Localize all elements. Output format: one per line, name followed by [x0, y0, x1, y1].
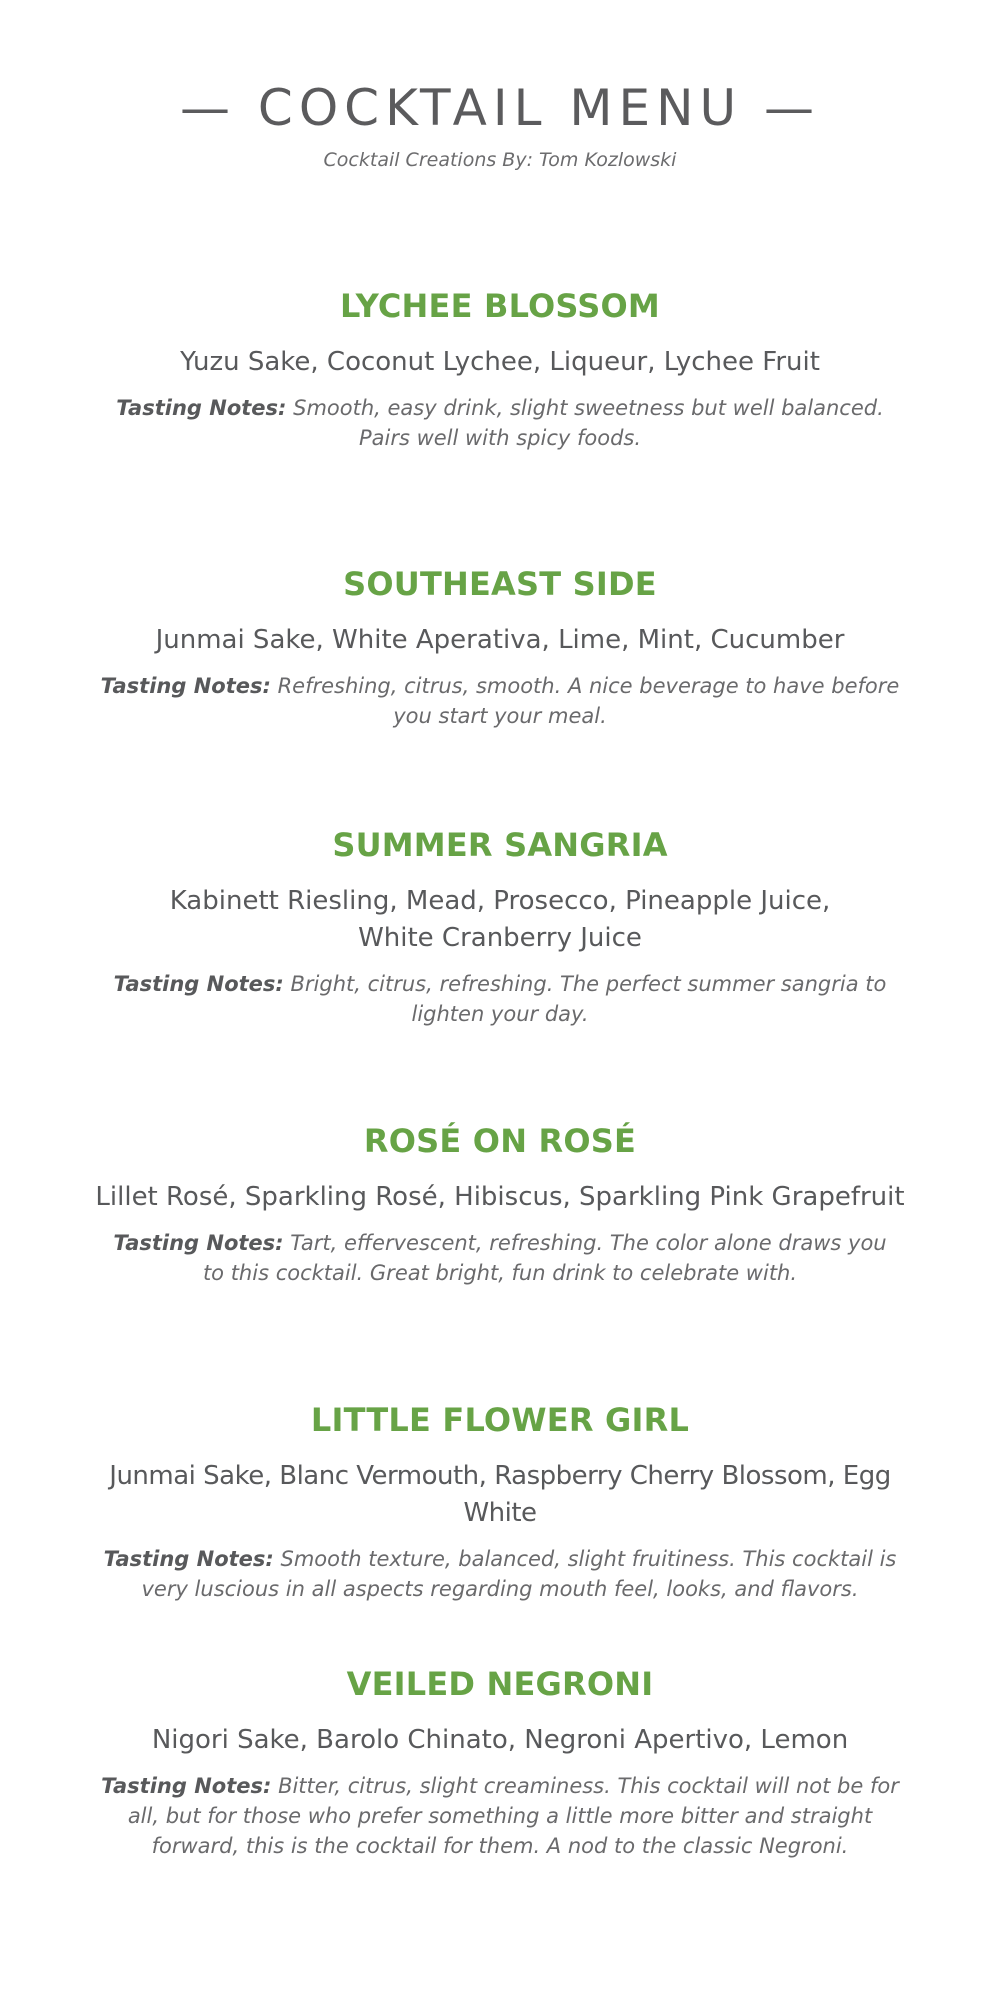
tasting-notes-text: Smooth, easy drink, slight sweetness but well balanced. Pairs well with spicy foods. — [293, 396, 884, 450]
tasting-notes — [90, 969, 910, 1029]
tasting-notes-label: Tasting Notes: — [101, 1774, 272, 1798]
menu-title: — COCKTAIL MENU — — [180, 79, 820, 137]
drink-ingredients: Junmai Sake, Blanc Vermouth, Raspberry Cherry Blossom, Egg White — [109, 1461, 891, 1528]
drink-name: SUMMER SANGRIA — [332, 826, 668, 864]
drink-ingredients: Nigori Sake, Barolo Chinato, Negroni Apertivo, Lemon — [151, 1725, 849, 1755]
drink-veiled-negroni — [90, 1664, 910, 1861]
drink-ingredients: Lillet Rosé, Sparkling Rosé, Hibiscus, Sparkling Pink Grapefruit — [95, 1182, 905, 1212]
tasting-notes-label: Tasting Notes: — [116, 396, 287, 420]
drink-name: SOUTHEAST SIDE — [343, 565, 657, 603]
tasting-notes-text: Bitter, citrus, slight creaminess. This cocktail will not be for all, but for those who prefer something a little more bitter and straight forward, this is the cocktail for them. A nod to the classic Negroni. — [127, 1774, 899, 1858]
drink-name: LYCHEE BLOSSOM — [340, 287, 660, 325]
tasting-notes — [90, 1771, 910, 1861]
tasting-notes-text: Refreshing, citrus, smooth. A nice beverage to have before you start your meal. — [277, 674, 900, 728]
drink-rose-on-rose — [90, 1121, 910, 1288]
drink-ingredients: Kabinett Riesling, Mead, Prosecco, Pineapple Juice, White Cranberry Juice — [169, 886, 831, 953]
menu-subtitle: Cocktail Creations By: Tom Kozlowski — [323, 149, 677, 171]
drink-name: LITTLE FLOWER GIRL — [310, 1401, 690, 1439]
tasting-notes — [90, 1544, 910, 1604]
tasting-notes — [90, 393, 910, 453]
tasting-notes-label: Tasting Notes: — [113, 1231, 284, 1255]
drink-little-flower-girl — [90, 1400, 910, 1604]
tasting-notes — [90, 1228, 910, 1288]
drink-summer-sangria — [90, 825, 910, 1029]
tasting-notes-text: Tart, effervescent, refreshing. The color alone draws you to this cocktail. Great bright, fun drink to celebrate with. — [202, 1231, 887, 1285]
drink-lychee-blossom — [90, 286, 910, 453]
tasting-notes-text: Bright, citrus, refreshing. The perfect summer sangria to lighten your day. — [290, 972, 887, 1026]
drink-name: VEILED NEGRONI — [346, 1665, 654, 1703]
tasting-notes-label: Tasting Notes: — [113, 972, 284, 996]
tasting-notes-label: Tasting Notes: — [100, 674, 271, 698]
drink-ingredients: Junmai Sake, White Aperativa, Lime, Mint, Cucumber — [155, 625, 845, 655]
drink-southeast-side — [90, 564, 910, 731]
tasting-notes-label: Tasting Notes: — [103, 1547, 274, 1571]
drink-name: ROSÉ ON ROSÉ — [363, 1122, 637, 1160]
tasting-notes-text: Smooth texture, balanced, slight fruitiness. This cocktail is very luscious in all aspects regarding mouth feel, looks, and flavors. — [141, 1547, 897, 1601]
tasting-notes — [90, 671, 910, 731]
drink-ingredients: Yuzu Sake, Coconut Lychee, Liqueur, Lychee Fruit — [180, 347, 820, 377]
